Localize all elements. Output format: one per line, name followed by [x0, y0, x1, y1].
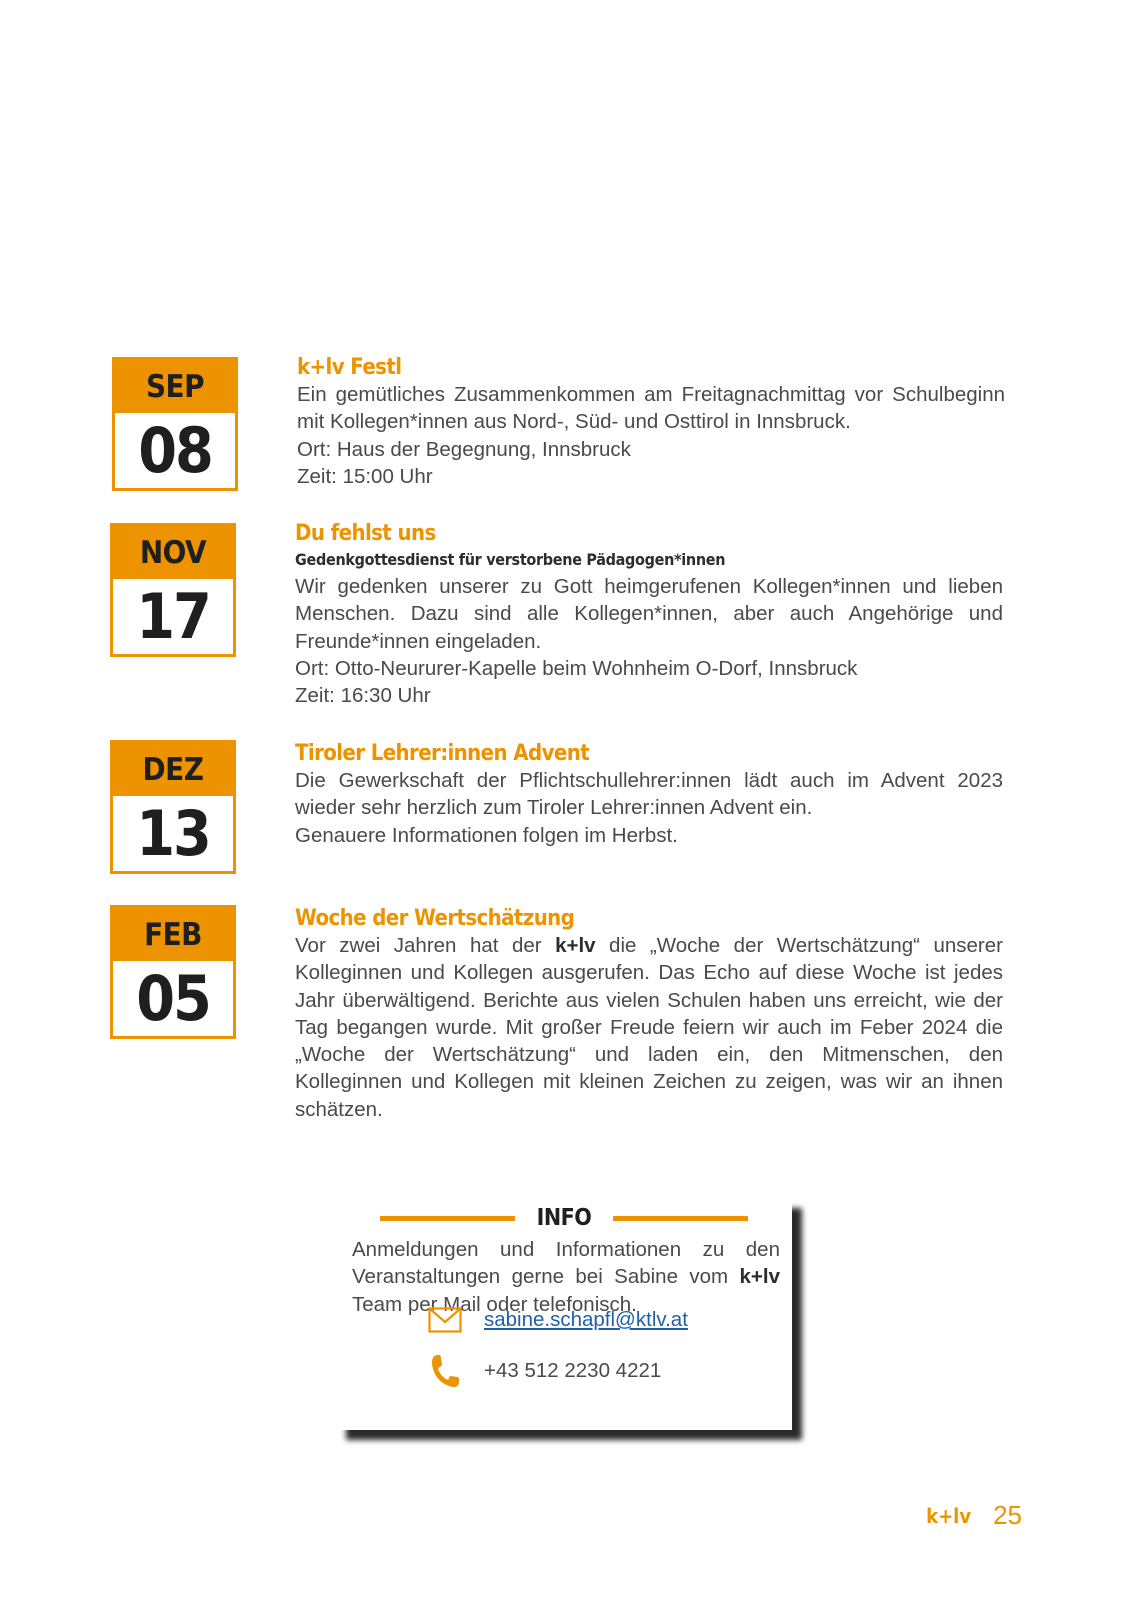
event-title: Tiroler Lehrer:innen Advent — [295, 741, 590, 766]
date-day: 13 — [136, 797, 210, 870]
event-location: Ort: Otto-Neururer-Kapelle beim Wohnheim O-Dorf, Innsbruck — [295, 656, 858, 680]
event-text — [295, 906, 1003, 1123]
event-time: Zeit: 16:30 Uhr — [295, 684, 431, 708]
event-location: Ort: Haus der Begegnung, Innsbruck — [297, 437, 631, 461]
text-segment: Vor zwei Jahren hat der — [295, 934, 556, 957]
envelope-icon — [428, 1303, 462, 1337]
page-footer — [926, 1500, 1022, 1531]
event-title: Du fehlst uns — [295, 521, 436, 546]
event-note: Genauere Informationen folgen im Herbst. — [295, 823, 678, 847]
date-badge — [112, 357, 238, 491]
date-badge — [110, 740, 236, 874]
event-description: Wir gedenken unserer zu Gott heimgerufenen Kollegen*innen und lieben Menschen. Dazu sind alle Kollegen*innen, aber auch Angehörige und Freunde*innen eingeladen. — [295, 575, 1003, 653]
date-day: 08 — [138, 414, 212, 487]
email-link[interactable]: sabine.schapfl@ktlv.at — [484, 1308, 688, 1331]
brand-name: k+lv — [739, 1265, 780, 1289]
event-title: k+lv Festl — [297, 355, 402, 380]
phone-icon — [428, 1354, 462, 1388]
date-month: SEP — [115, 360, 235, 413]
phone-number[interactable]: +43 512 2230 4221 — [484, 1359, 662, 1382]
event-subtitle: Gedenkgottesdienst für verstorbene Pädagogen*innen — [295, 550, 726, 569]
event-title: Woche der Wertschätzung — [295, 906, 575, 931]
divider — [613, 1216, 748, 1221]
text-segment: die „Woche der Wertschätzung“ unserer Kolleginnen und Kollegen ausgerufen. Das Echo auf diese Woche ist jedes Jahr überwältigend. Berichte aus vielen Schulen haben uns erreicht, wie der Tag begangen wurde. Mit großer Freude feiern wir auch im Feber 2024 die „Woche der Wertschätzung“ und laden ein, den Mitmenschen, den Kolleginnen und Kollegen mit kleinen Zeichen zu zeigen, was wir an ihnen schätzen. — [295, 934, 1003, 1121]
text-segment: Anmeldungen und Informationen zu den Veranstaltungen gerne bei Sabine vom — [352, 1238, 780, 1289]
event-time: Zeit: 15:00 Uhr — [297, 464, 433, 488]
info-title: INFO — [536, 1205, 592, 1231]
date-day: 17 — [136, 580, 210, 653]
date-month: NOV — [113, 526, 233, 579]
date-month: DEZ — [113, 743, 233, 796]
event-text — [295, 521, 1003, 709]
event-body — [295, 573, 1003, 709]
info-header — [380, 1204, 748, 1232]
date-badge — [110, 905, 236, 1039]
event-text — [295, 741, 1003, 849]
brand-name: k+lv — [555, 934, 596, 957]
email-row — [428, 1303, 688, 1337]
event-text — [297, 355, 1005, 490]
event-description — [295, 932, 1003, 1123]
divider — [380, 1216, 515, 1221]
date-badge — [110, 523, 236, 657]
text-segment: Team per Mail oder telefonisch. — [352, 1292, 637, 1316]
date-month: FEB — [113, 908, 233, 961]
info-box — [336, 1198, 792, 1430]
event-description: Ein gemütliches Zusammenkommen am Freitagnachmittag vor Schulbeginn mit Kollegen*innen aus Nord-, Süd- und Osttirol in Innsbruck. — [297, 383, 1005, 434]
footer-logo: k+lv — [926, 1503, 972, 1528]
phone-row — [428, 1354, 661, 1388]
event-body — [297, 381, 1005, 490]
event-description: Die Gewerkschaft der Pflichtschullehrer:innen lädt auch im Advent 2023 wieder sehr herzlich zum Tiroler Lehrer:innen Advent ein. — [295, 769, 1003, 820]
page-number: 25 — [993, 1500, 1022, 1530]
event-body — [295, 932, 1003, 1123]
event-body — [295, 767, 1003, 849]
date-day: 05 — [136, 962, 210, 1035]
